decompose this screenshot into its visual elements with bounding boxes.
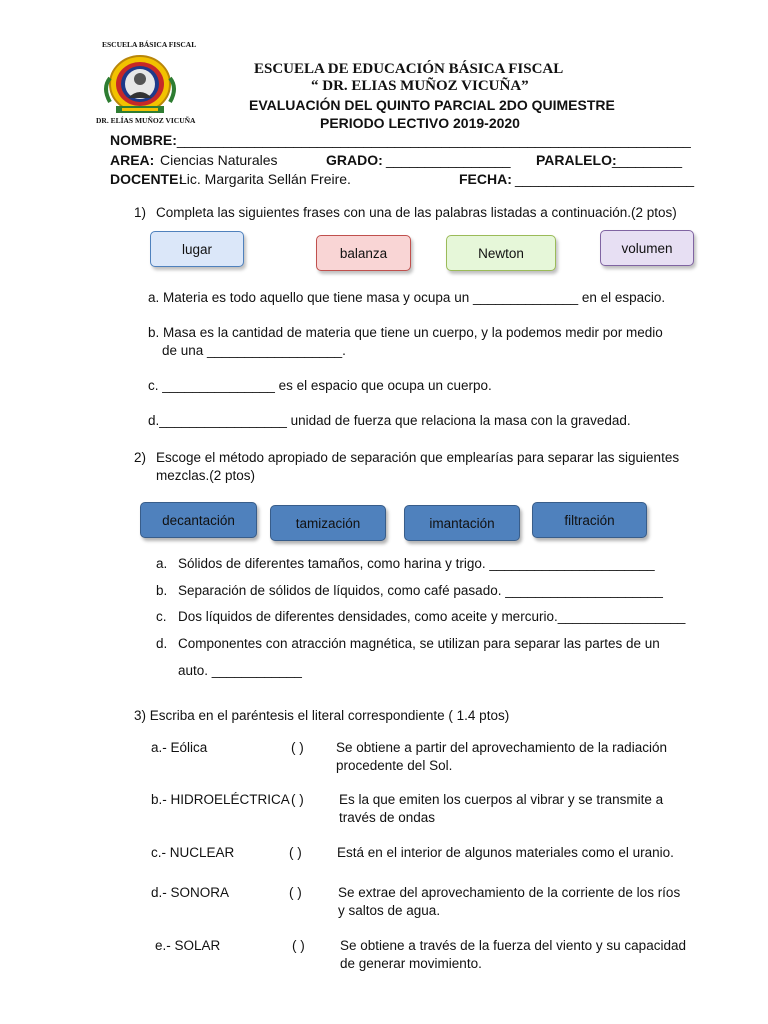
fecha-label: FECHA: — [459, 171, 512, 187]
q1-number: 1) — [134, 205, 147, 220]
q2-prompt-line2: mezclas.(2 ptos) — [156, 468, 256, 483]
method-box-filtracion: filtración — [532, 502, 647, 538]
q2-item-a-letter: a. — [156, 556, 168, 571]
q3-row-a-parenthesis: ( ) — [291, 740, 304, 755]
area-value: Ciencias Naturales — [160, 152, 278, 168]
q3-row-d-label: d.- SONORA — [151, 885, 230, 900]
q3-row-e-parenthesis: ( ) — [292, 938, 305, 953]
grado-label: GRADO: — [326, 152, 383, 168]
school-name: ESCUELA DE EDUCACIÓN BÁSICA FISCAL — [254, 61, 564, 77]
q2-item-b: Separación de sólidos de líquidos, como café pasado. _____________________ — [178, 583, 663, 598]
school-patron: “ DR. ELIAS MUÑOZ VICUÑA” — [311, 78, 529, 94]
method-box-imantacion: imantación — [404, 505, 520, 541]
docente-label: DOCENTE: — [110, 171, 184, 187]
q1-prompt: Completa las siguientes frases con una de las palabras listadas a continuación.(2 ptos) — [156, 205, 677, 220]
q3-row-d-desc-line2: y saltos de agua. — [338, 903, 441, 918]
area-label: AREA: — [110, 152, 155, 168]
q3-row-b-parenthesis: ( ) — [291, 792, 304, 807]
evaluation-title: EVALUACIÓN DEL QUINTO PARCIAL 2DO QUIMESTRE — [249, 97, 615, 113]
q2-item-c: Dos líquidos de diferentes densidades, como aceite y mercurio._________________ — [178, 609, 686, 624]
q3-row-e-desc-line1: Se obtiene a través de la fuerza del viento y su capacidad — [340, 938, 686, 953]
q2-item-a: Sólidos de diferentes tamaños, como harina y trigo. ______________________ — [178, 556, 655, 571]
q3-row-d-desc-line1: Se extrae del aprovechamiento de la corriente de los ríos — [338, 885, 681, 900]
q1-item-d: d._________________ unidad de fuerza que relaciona la masa con la gravedad. — [148, 413, 631, 428]
paralelo-line: _________ — [612, 152, 683, 168]
q2-prompt-line1: Escoge el método apropiado de separación que emplearías para separar las siguientes — [156, 450, 680, 465]
q1-item-a: a. Materia es todo aquello que tiene masa y ocupa un ______________ en el espacio. — [148, 290, 666, 305]
q3-row-a-label: a.- Eólica — [151, 740, 208, 755]
q2-number: 2) — [134, 450, 147, 465]
logo-bottom-text: DR. ELÍAS MUÑOZ VICUÑA — [96, 116, 196, 125]
q3-row-e-desc-line2: de generar movimiento. — [340, 956, 482, 971]
logo-top-text: ESCUELA BÁSICA FISCAL — [102, 40, 197, 49]
q3-row-b-label: b.- HIDROELÉCTRICA — [151, 792, 290, 807]
q1-item-b-line1: b. Masa es la cantidad de materia que tiene un cuerpo, y la podemos medir por medio — [148, 325, 663, 340]
q3-row-b-desc-line1: Es la que emiten los cuerpos al vibrar y se transmite a — [339, 792, 664, 807]
word-box-lugar: lugar — [150, 231, 244, 267]
nombre-row — [110, 132, 691, 148]
fecha-line: _______________________ — [515, 171, 695, 187]
method-box-decantacion: decantación — [140, 502, 257, 538]
q3-row-a-desc-line2: procedente del Sol. — [336, 758, 453, 773]
q1-item-c: c. _______________ es el espacio que ocupa un cuerpo. — [148, 378, 492, 393]
q2-item-d-continuation: auto. ____________ — [178, 663, 302, 678]
q2-item-c-letter: c. — [156, 609, 167, 624]
paralelo-label: PARALELO: — [536, 152, 617, 168]
q2-item-b-letter: b. — [156, 583, 168, 598]
q3-row-c-parenthesis: ( ) — [289, 845, 302, 860]
q2-item-d: Componentes con atracción magnética, se utilizan para separar las partes de un — [178, 636, 660, 651]
school-logo — [96, 40, 196, 128]
word-box-balanza: balanza — [316, 235, 411, 271]
q3-row-d-parenthesis: ( ) — [289, 885, 302, 900]
q3-row-a-desc-line1: Se obtiene a partir del aprovechamiento de la radiación — [336, 740, 667, 755]
word-box-volumen: volumen — [600, 230, 694, 266]
q3-row-c-label: c.- NUCLEAR — [151, 845, 235, 860]
method-box-tamizacion: tamización — [270, 505, 386, 541]
period-title: PERIODO LECTIVO 2019-2020 — [320, 115, 520, 131]
nombre-label: NOMBRE: — [110, 132, 177, 148]
q3-row-c-desc-line1: Está en el interior de algunos materiales como el uranio. — [337, 845, 674, 860]
q1-item-b-line2: de una __________________. — [162, 343, 346, 358]
docente-value: Lic. Margarita Sellán Freire. — [179, 171, 351, 187]
q3-row-e-label: e.- SOLAR — [155, 938, 221, 953]
q3-row-b-desc-line2: través de ondas — [339, 810, 436, 825]
nombre-line: __________________________________________________________________ — [176, 132, 691, 148]
grado-line: ________________ — [386, 152, 511, 168]
q3-prompt: 3) Escriba en el paréntesis el literal correspondiente ( 1.4 ptos) — [134, 708, 510, 723]
q2-item-d-letter: d. — [156, 636, 168, 651]
word-box-newton: Newton — [446, 235, 556, 271]
